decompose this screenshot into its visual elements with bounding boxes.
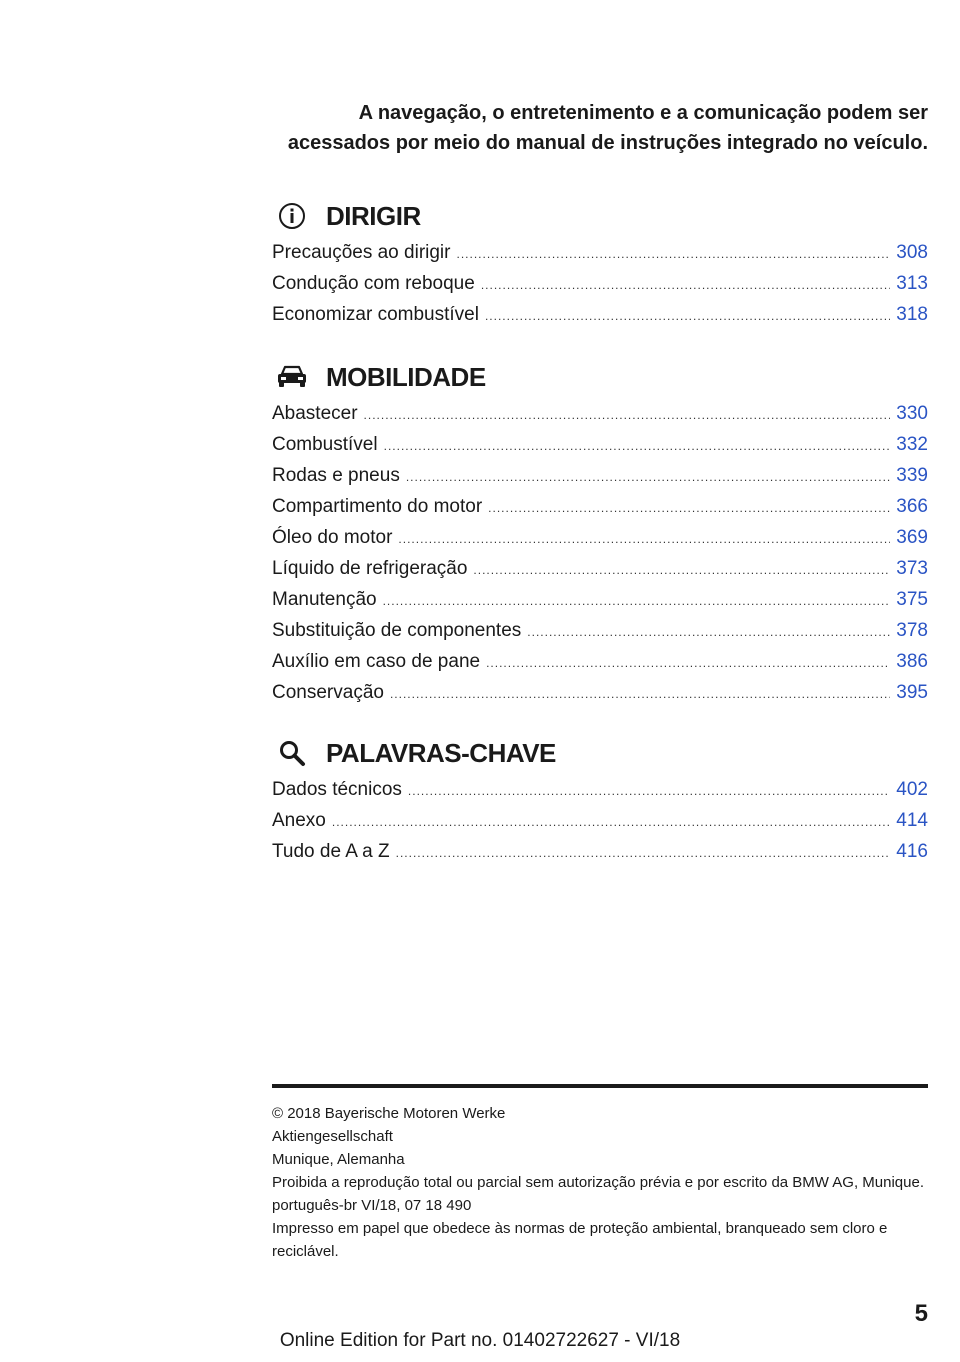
toc-page-link[interactable]: 373 <box>896 558 928 579</box>
toc-page-link[interactable]: 330 <box>896 403 928 424</box>
section-header <box>272 733 928 773</box>
imprint-paper: Impresso em papel que obedece às normas de proteção ambiental, branqueado sem cloro e reciclável. <box>272 1220 888 1260</box>
toc-label: Anexo <box>272 810 326 831</box>
dot-leader <box>406 470 890 484</box>
dot-leader <box>390 687 890 701</box>
toc-entry[interactable] <box>272 273 928 304</box>
dot-leader <box>481 278 890 292</box>
toc-entry[interactable] <box>272 779 928 810</box>
toc-entry[interactable] <box>272 620 928 651</box>
divider-rule <box>272 1084 928 1088</box>
section-title: DIRIGIR <box>326 201 421 231</box>
section-palavras-chave <box>272 733 928 872</box>
toc-entry[interactable] <box>272 589 928 620</box>
dot-leader <box>384 439 891 453</box>
toc-page-link[interactable]: 366 <box>896 496 928 517</box>
imprint-rights: Proibida a reprodução total ou parcial sem autorização prévia e por escrito da BMW AG, Munique. <box>272 1174 925 1191</box>
imprint <box>272 1102 928 1263</box>
dot-leader <box>398 532 890 546</box>
intro-line-2: acessados por meio do manual de instruções integrado no veículo. <box>287 132 928 154</box>
toc-page-link[interactable]: 414 <box>896 810 928 831</box>
toc-page-link[interactable]: 332 <box>896 434 928 455</box>
imprint-edition: português-br VI/18, 07 18 490 <box>272 1197 472 1214</box>
toc-label: Dados técnicos <box>272 779 402 800</box>
info-icon <box>276 200 308 232</box>
intro-text <box>288 98 928 158</box>
dot-leader <box>364 408 891 422</box>
section-title: MOBILIDADE <box>326 362 486 392</box>
toc-page-link[interactable]: 402 <box>896 779 928 800</box>
toc-page-link[interactable]: 375 <box>896 589 928 610</box>
imprint-location: Munique, Alemanha <box>272 1151 405 1168</box>
toc-page-link[interactable]: 395 <box>896 682 928 703</box>
dot-leader <box>473 563 890 577</box>
page-number: 5 <box>914 1300 928 1327</box>
toc-label: Manutenção <box>272 589 377 610</box>
toc-entry[interactable] <box>272 465 928 496</box>
toc-page-link[interactable]: 318 <box>896 304 928 325</box>
section-header <box>272 196 928 236</box>
toc-entry[interactable] <box>272 651 928 682</box>
toc-entry[interactable] <box>272 810 928 841</box>
toc-label: Líquido de refrigeração <box>272 558 468 579</box>
toc-page-link[interactable]: 369 <box>896 527 928 548</box>
toc-entry[interactable] <box>272 434 928 465</box>
toc-page-link[interactable]: 313 <box>896 273 928 294</box>
toc-label: Economizar combustível <box>272 304 479 325</box>
toc-label: Auxílio em caso de pane <box>272 651 481 672</box>
dot-leader <box>456 247 890 261</box>
toc-label: Conservação <box>272 682 384 703</box>
dot-leader <box>383 594 891 608</box>
toc-entry[interactable] <box>272 242 928 273</box>
toc-page-link[interactable]: 308 <box>896 242 928 263</box>
toc-entry[interactable] <box>272 496 928 527</box>
toc-label: Rodas e pneus <box>272 465 400 486</box>
intro-line-1: A navegação, o entretenimento e a comunicação podem ser <box>358 102 928 124</box>
dot-leader <box>485 309 890 323</box>
dot-leader <box>486 656 890 670</box>
imprint-copyright: © 2018 Bayerische Motoren Werke <box>272 1105 506 1122</box>
toc-entry[interactable] <box>272 304 928 335</box>
toc-label: Substituição de componentes <box>272 620 522 641</box>
imprint-company: Aktiengesellschaft <box>272 1128 393 1145</box>
toc-entry[interactable] <box>272 558 928 589</box>
section-dirigir <box>272 196 928 335</box>
toc-entry[interactable] <box>272 682 928 713</box>
dot-leader <box>527 625 890 639</box>
toc-label: Compartimento do motor <box>272 496 483 517</box>
section-header <box>272 357 928 397</box>
toc-page-link[interactable]: 386 <box>896 651 928 672</box>
toc-entry[interactable] <box>272 841 928 872</box>
car-icon <box>276 361 308 393</box>
toc-label: Óleo do motor <box>272 527 393 548</box>
dot-leader <box>408 784 890 798</box>
toc-page-link[interactable]: 416 <box>896 841 928 862</box>
toc-label: Condução com reboque <box>272 273 475 294</box>
toc-label: Precauções ao dirigir <box>272 242 451 263</box>
section-mobilidade <box>272 357 928 713</box>
dot-leader <box>488 501 890 515</box>
online-edition-footer: Online Edition for Part no. 01402722627 - VI/18 <box>279 1330 681 1351</box>
toc-label: Tudo de A a Z <box>272 841 390 862</box>
dot-leader <box>396 846 891 860</box>
toc-entry[interactable] <box>272 527 928 558</box>
toc-entry[interactable] <box>272 403 928 434</box>
search-icon <box>276 737 308 769</box>
toc-page-link[interactable]: 378 <box>896 620 928 641</box>
toc-label: Abastecer <box>272 403 358 424</box>
section-title: PALAVRAS-CHAVE <box>326 738 556 768</box>
dot-leader <box>332 815 890 829</box>
toc-label: Combustível <box>272 434 378 455</box>
toc-page-link[interactable]: 339 <box>896 465 928 486</box>
